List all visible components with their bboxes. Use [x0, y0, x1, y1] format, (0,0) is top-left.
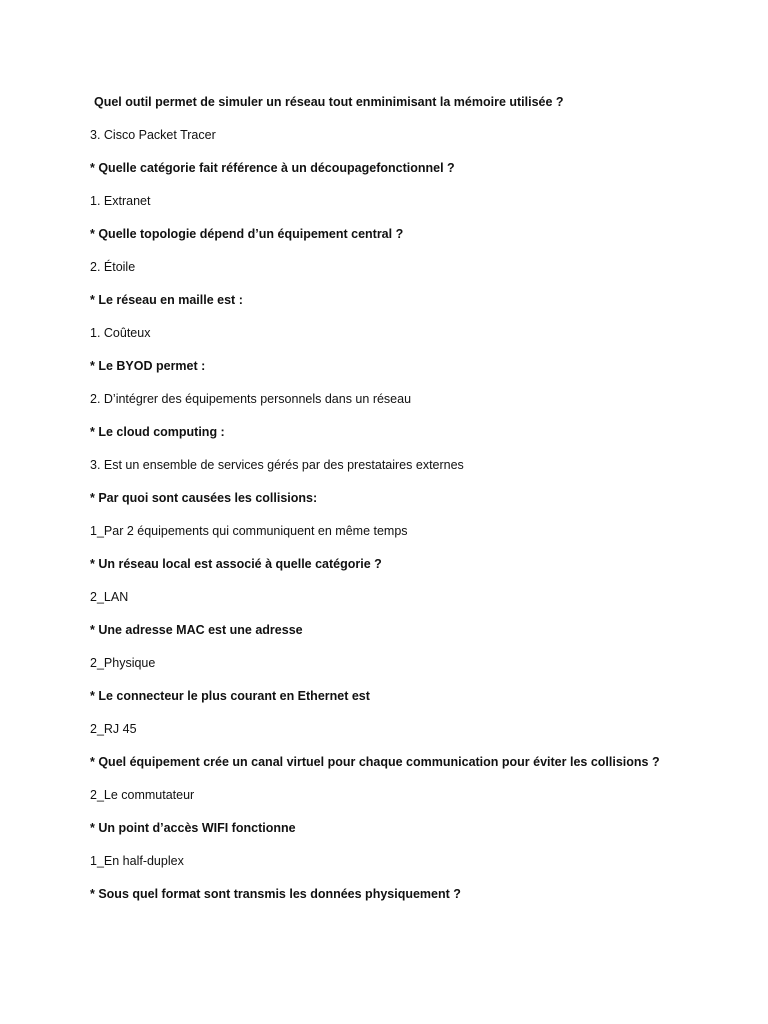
- answer-text: 1_Par 2 équipements qui communiquent en même temps: [90, 524, 408, 538]
- question-text: * Une adresse MAC est une adresse: [90, 623, 303, 637]
- question-text: * Le BYOD permet :: [90, 359, 206, 373]
- answer-text: 2_Physique: [90, 656, 156, 670]
- question-text: * Un point d’accès WIFI fonctionne: [90, 821, 296, 835]
- question-text: * Le connecteur le plus courant en Ethernet est: [90, 689, 370, 703]
- question-text: * Le cloud computing :: [90, 425, 225, 439]
- question-text: * Sous quel format sont transmis les données physiquement ?: [90, 887, 461, 901]
- answer-text: 2. D’intégrer des équipements personnels dans un réseau: [90, 392, 412, 406]
- question-text: * Par quoi sont causées les collisions:: [90, 491, 318, 505]
- answer-text: 3. Est un ensemble de services gérés par des prestataires externes: [90, 458, 464, 472]
- answer-text: 3. Cisco Packet Tracer: [90, 128, 216, 142]
- answer-text: 2_RJ 45: [90, 722, 137, 736]
- question-text: * Quel équipement crée un canal virtuel pour chaque communication pour éviter les collisions ?: [90, 755, 660, 769]
- question-text: * Quelle topologie dépend d’un équipement central ?: [90, 227, 404, 241]
- answer-text: 1. Coûteux: [90, 326, 151, 340]
- answer-text: 2. Étoile: [90, 260, 136, 274]
- question-text: * Quelle catégorie fait référence à un découpagefonctionnel ?: [90, 161, 455, 175]
- qa-list: [90, 92, 730, 917]
- question-text: Quel outil permet de simuler un réseau tout enminimisant la mémoire utilisée ?: [94, 95, 564, 109]
- answer-text: 1_En half-duplex: [90, 854, 184, 868]
- answer-text: 2_LAN: [90, 590, 129, 604]
- question-text: * Un réseau local est associé à quelle catégorie ?: [90, 557, 382, 571]
- answer-text: 1. Extranet: [90, 194, 151, 208]
- question-text: * Le réseau en maille est :: [90, 293, 243, 307]
- answer-text: 2_Le commutateur: [90, 788, 195, 802]
